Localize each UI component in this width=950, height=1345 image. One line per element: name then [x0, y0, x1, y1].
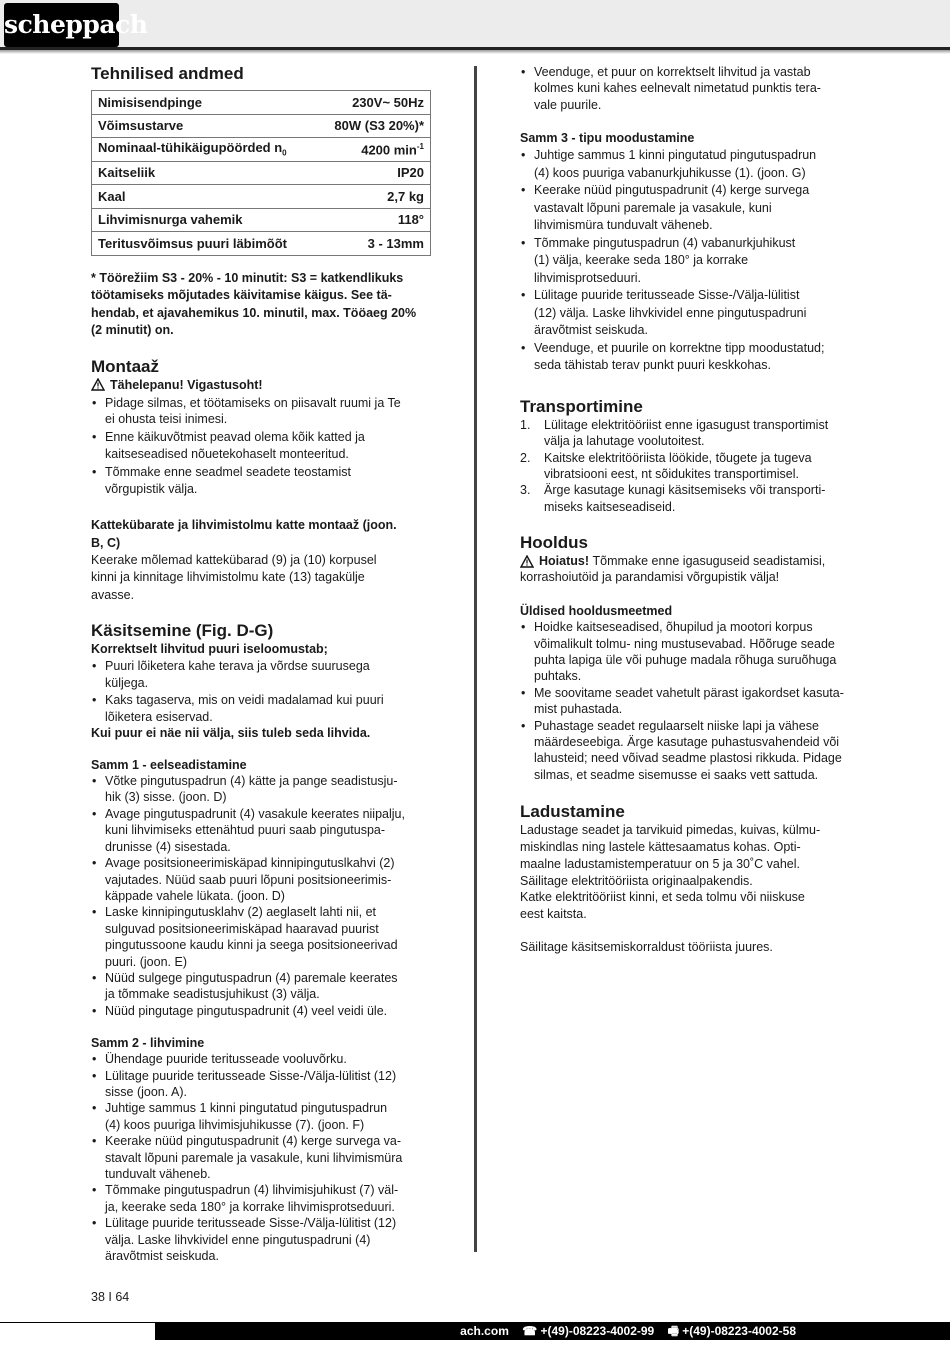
list-item: • Puhastage seadet regulaarselt niiske lapi ja vähese määrdeseebiga. Ärge kasutage puhastusvahendeid või lahusteid; need võivad seadme plastosi rikkuda. Pidage silmas, et seadme sisemusse ei saaks vett sattuda. [520, 718, 865, 784]
montaaz-warning: Tähelepanu! Vigastusoht! [91, 377, 431, 393]
list-item: 2. Kaitske elektritööriista löökide, tõugete ja tugeva vibratsiooni eest, nt sõidukites transportimisel. [520, 450, 812, 481]
page-header [0, 0, 950, 50]
kattekubarate-title: Kattekübarate ja lihvimistolmu katte montaaž (joon. B, C) [91, 517, 397, 550]
list-item: • Me soovitame seadet vahetult pärast igakordset kasuta- mist puhastada. [520, 685, 865, 718]
transport-title: Transportimine [520, 396, 643, 416]
list-item: • Tõmmake enne seadmel seadete teostamist võrgupistik välja. [91, 464, 431, 497]
list-item: • Keerake nüüd pingutuspadrunit (4) kerge survega vastavalt lõpuni paremale ja vasakule, kuni lihvimismüra tunduvalt väheneb. [520, 182, 865, 235]
right-column [520, 64, 865, 955]
yldised-title: Üldised hooldusmeetmed [520, 604, 673, 619]
list-item: • Lülitage puuride teritusseade Sisse-/Välja-lülitist (12) sisse (joon. A). [91, 1068, 431, 1101]
list-item: • Laske kinnipingutusklahv (2) aeglaselt lahti nii, et sulguvad positsioneerimiskäpad haaravad puurist pingutussoone kaudu kinni ja seega positsioneerivad puuri. (joon. E) [91, 904, 431, 970]
list-item: • Juhtige sammus 1 kinni pingutatud pingutuspadrun (4) koos puuriga lihvimisjuhikusse (7). (joon. F) [91, 1100, 431, 1133]
list-item: • Puuri lõiketera kahe terava ja võrdse suurusega küljega. [91, 658, 431, 691]
samm1-title: Samm 1 - eelseadistamine [91, 758, 247, 773]
table-row: Nominaal-tühikäigupöörded $n_0$ 4200 $\min^{-1}$ [92, 138, 431, 162]
ladustamine-text: Ladustage seadet ja tarvikuid pimedas, kuivas, külmu- miskindlas ning lastele kättesaamatus kohas. Opti- maalne ladustamistemperatuur on 5 ja 30˚C vahel. Säilitage elektritööriista originaalpakendis. Katke elektritööriist kinni, et seda tolmu või niiskuse eest kaitsta. [520, 823, 821, 922]
list-item: • Keerake nüüd pingutuspadrunit (4) kerge survega va- stavalt lõpuni paremale ja vasakule, kuni lihvimismüra tunduvalt väheneb. [91, 1133, 431, 1182]
table-row: Lihvimisnurga vahemik 118° [92, 208, 431, 232]
left-column [91, 64, 431, 1264]
ladustamine-title: Ladustamine [520, 802, 625, 822]
list-item: 3. Ärge kasutage kunagi käsitsemiseks või transporti- miseks kaitseseadiseid. [520, 483, 826, 514]
table-row: Teritusvõimsus puuri läbimõõt 3 - 13mm [92, 232, 431, 256]
table-row: Nimisisendpinge 230V~ 50Hz [92, 91, 431, 115]
kasitsemine-title: Käsitsemine (Fig. D-G) [91, 621, 274, 641]
list-item: • Pidage silmas, et töötamiseks on piisavalt ruumi ja Te ei ohusta teisi inimesi. [91, 395, 431, 428]
kasitsemine-note: Kui puur ei näe nii välja, siis tuleb seda lihvida. [91, 726, 371, 741]
list-item: 1. Lülitage elektritööriist enne igasugust transportimist välja ja lahutage voolutoitest. [520, 417, 829, 449]
table-row: Võimsustarve 80W (S3 20%)* [92, 114, 431, 138]
warning-icon [91, 378, 105, 391]
samm3-list [520, 147, 865, 375]
list-item: • Veenduge, et puur on korrektselt lihvitud ja vastab kolmes kuni kahes eelnevalt nimetatud punktis tera- vale puurile. [520, 64, 865, 113]
samm3-title: Samm 3 - tipu moodustamine [520, 131, 695, 146]
samm1-list [91, 773, 431, 1019]
montaaz-title: Montaaž [91, 356, 159, 376]
yldised-list [520, 619, 865, 783]
montaaz-list [91, 395, 431, 497]
footer-bar [0, 1322, 950, 1340]
list-item: • Avage pingutuspadrunit (4) vasakule keerates niipalju, kuni lihvimiseks ettenähtud puuri saab pingutuspa- drunisse (4) sisestada. [91, 806, 431, 855]
spec-footnote: * Töörežiim S3 - 20% - 10 minutit: S3 = katkendlikuks töötamiseks mõjutades käivitamise käigus. See tä- hendab, et ajavahemikus 10. minutil, max. Tööaeg 20% (2 minutit) on. [91, 270, 417, 337]
column-divider [474, 66, 477, 1252]
list-item: • Avage positsioneerimiskäpad kinnipingutuslkahvi (2) vajutades. Nüüd saab puuri lõpuni positsioneerimis- käppade vahele lükata. (joon. D) [91, 855, 431, 904]
page-number: 38 I 64 [91, 1290, 130, 1304]
list-item: • Lülitage puuride teritusseade Sisse-/Välja-lülitist (12) välja. Laske lihvkividel enne pingutuspadruni äravõtmist seiskuda. [520, 287, 865, 340]
ladustamine-last: Säilitage käsitsemiskorraldust tööriista juures. [520, 940, 773, 954]
list-item: • Lülitage puuride teritusseade Sisse-/Välja-lülitist (12) välja. Laske lihvkividel enne pingutuspadruni (4) äravõtmist seiskuda. [91, 1215, 431, 1264]
transport-list [520, 417, 865, 515]
list-item: • Võtke pingutuspadrun (4) kätte ja pange seadistusju- hik (3) sisse. (joon. D) [91, 773, 431, 806]
list-item: • Juhtige sammus 1 kinni pingutatud pingutuspadrun (4) koos puuriga vabanurkjuhikusse (1). (joon. G) [520, 147, 865, 182]
footer-fax: 🖷 +(49)-08223-4002-58 [667, 1324, 796, 1338]
kattekubarate-text: Keerake mõlemad kattekübarad (9) ja (10) korpusel kinni ja kinnitage lihvimistolmu kate (13) tagakülje avasse. [91, 552, 377, 602]
hooldus-warning: Hoiatus! Tõmmake enne igasuguseid seadistamisi, korrashoiutöid ja parandamisi võrgupistik välja! [520, 554, 826, 585]
list-item: • Enne käikuvõtmist peavad olema kõik katted ja kaitseseadised nõuetekohaselt monteeritud. [91, 429, 431, 462]
list-item: • Kaks tagaserva, mis on veidi madalamad kui puuri lõiketera esiservad. [91, 692, 431, 725]
list-item: • Hoidke kaitseseadised, õhupilud ja mootori korpus võimalikult tolmu- ning mustusevabad. Hõõruge seade puhta lapiga üle või puhuge madala rõhuga suruõhuga puhtaks. [520, 619, 865, 685]
list-item: • Ühendage puuride teritusseade vooluvõrku. [91, 1051, 431, 1067]
spec-table [91, 90, 431, 256]
list-item: • Nüüd pingutage pingutuspadrunit (4) veel veidi üle. [91, 1003, 431, 1019]
footer-contact [450, 1322, 796, 1340]
hooldus-title: Hooldus [520, 533, 588, 553]
continued-list [520, 64, 865, 113]
footer-web: ach.com [460, 1324, 509, 1338]
warning-icon [520, 555, 534, 568]
table-row: Kaitseliik IP20 [92, 161, 431, 185]
kasitsemine-list [91, 658, 431, 725]
kasitsemine-subtitle: Korrektselt lihvitud puuri iseloomustab; [91, 642, 328, 657]
list-item: • Nüüd sulgege pingutuspadrun (4) paremale keerates ja tõmmake seadistusjuhikust (3) välja. [91, 970, 431, 1003]
samm2-title: Samm 2 - lihvimine [91, 1036, 205, 1051]
table-row: Kaal 2,7 kg [92, 185, 431, 209]
footer-phone: ☎ +(49)-08223-4002-99 [522, 1324, 655, 1338]
list-item: • Veenduge, et puurile on korrektne tipp moodustatud; seda tähistab terav punkt puuri keskkohas. [520, 340, 865, 375]
list-item: • Tõmmake pingutuspadrun (4) vabanurkjuhikust (1) välja, keerake seda 180° ja korrake lihvimisprotseduuri. [520, 235, 865, 288]
brand-logo: scheppach [4, 3, 119, 47]
spec-title: Tehnilised andmed [91, 64, 244, 83]
list-item: • Tõmmake pingutuspadrun (4) lihvimisjuhikust (7) väl- ja, keerake seda 180° ja korrake lihvimisprotseduuri. [91, 1182, 431, 1215]
samm2-list [91, 1051, 431, 1264]
